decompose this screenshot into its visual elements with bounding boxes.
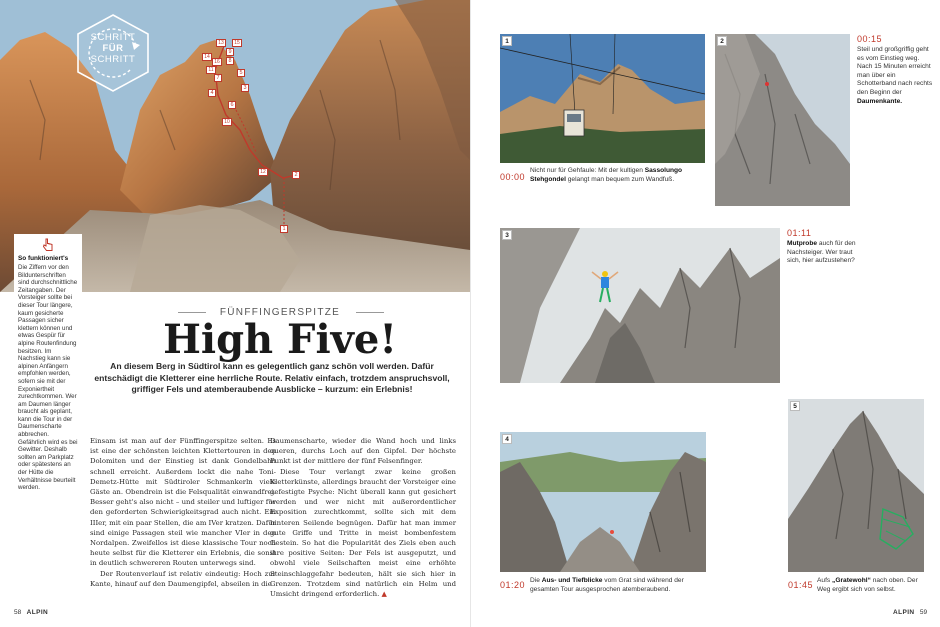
route-marker-15	[232, 39, 242, 47]
route-marker-2	[292, 171, 300, 179]
route-marker-label: 8	[228, 58, 232, 64]
route-marker-label: 11	[208, 67, 214, 73]
kicker-rule-right	[356, 312, 384, 313]
magazine-name: ALPIN	[893, 609, 915, 616]
pointing-hand-icon	[41, 238, 55, 252]
article-title: High Five!	[163, 316, 397, 363]
time-stamp: 01:45	[788, 580, 814, 590]
caption-bold: Mutprobe	[787, 240, 818, 247]
time-stamp: 01:20	[500, 580, 526, 590]
info-heading: So funktioniert's	[18, 255, 69, 262]
route-marker-label: 7	[216, 75, 220, 81]
route-marker-label: 13	[218, 40, 224, 46]
route-marker-11	[206, 66, 216, 74]
route-marker-12	[258, 168, 268, 176]
route-marker-label: 12	[260, 169, 266, 175]
route-marker-14	[202, 53, 212, 61]
paragraph-text: Diese Tour verlangt zwar keine großen Kletterkünste, allerdings braucht der Vorsteiger eine gefestigte Psyche: Nicht überall kann gut gesichert werden und wer nicht mit außerordentlicher Exposition zurechtkommt, sollte sich mit dem hinteren Seilende begnügen. Dafür hat man immer gute Griffe und Tritte in meist bombenfestem Gestein. So hat die Popularität des Ziels eben auch ihre positive Seiten: Der Fels ist ausgeputzt, und obwohl viele Seilschaften meist eine erhöhte Steinschlaggefahr bedeuten, hält sie sich hier in Grenzen. Trotzdem sind natürlich ein Helm und Umsicht dringend erforderlich.	[270, 467, 456, 599]
caption-bold: Aus- und Tiefblicke	[541, 577, 603, 584]
text-column-2	[270, 436, 456, 599]
badge-line-1: SCHRITT	[90, 32, 136, 43]
route-marker-label: 16	[214, 59, 220, 65]
photo-number: 1	[502, 36, 512, 46]
photo-3-mutprobe	[500, 228, 780, 383]
right-page	[470, 0, 940, 627]
caption-text: Nicht nur für Gehfaule: Mit der kultigen	[530, 167, 645, 174]
article-kicker: FÜNFFINGERSPITZE	[219, 307, 341, 318]
rock-wall-photo	[715, 34, 850, 206]
page-footer-right	[893, 609, 927, 616]
paragraph: Daumenscharte, wieder die Wand hoch und links queren, durchs Loch auf den Gipfel. Der höchste Punkt ist der mittlere der fünf Felsenfinger.	[270, 437, 456, 466]
caption-text-end: vom Grat sind während der gesamten Tour ausgesprochen atemberaubend.	[530, 577, 684, 593]
article-lead: An diesem Berg in Südtirol kann es gelegentlich ganz schön voll werden. Dafür entschädigt die Kletterer eine herrliche Route. Relativ einfach, trotzdem anspruchsvoll, griffiger Fels und atemberaubende Ausblicke – kurzum: ein Erlebnis!	[94, 361, 450, 395]
route-marker-label: 1	[282, 226, 286, 232]
caption-bold: Sassolungo Stehgondel	[530, 167, 683, 183]
route-marker-3	[241, 84, 249, 92]
text-column-1	[90, 436, 276, 589]
badge-line-3: SCHRITT	[90, 54, 136, 65]
photo-4-tiefblick	[500, 432, 706, 572]
route-marker-6	[228, 101, 236, 109]
caption-text-end: nach oben. Der Weg ergibt sich von selbst.	[817, 577, 918, 593]
route-marker-label: 14	[204, 54, 210, 60]
end-mark-icon: ▲	[381, 590, 387, 599]
route-marker-8	[226, 57, 234, 65]
caption-text: Die	[530, 577, 542, 584]
photo-1-gondola	[500, 34, 705, 163]
route-marker-label: 10	[224, 119, 230, 125]
route-marker-label: 5	[239, 70, 243, 76]
route-marker-4	[208, 89, 216, 97]
photo-number: 3	[502, 230, 512, 240]
route-marker-16	[212, 58, 222, 66]
badge-text	[72, 32, 154, 65]
route-marker-13	[216, 39, 226, 47]
valley-view-photo	[500, 432, 706, 572]
route-marker-label: 6	[230, 102, 234, 108]
photo-caption	[817, 577, 925, 594]
route-marker-9	[226, 48, 234, 56]
caption-bold: „Gratewohl“	[832, 577, 871, 584]
photo-number: 5	[790, 401, 800, 411]
summit-ridge-photo	[788, 399, 924, 572]
route-marker-10	[222, 118, 232, 126]
paragraph: Einsam ist man auf der Fünffingerspitze selten. Es ist eine der schönsten leichten Klettertouren in den Dolomiten und der Einstieg ist dank Gondelbahn schnell erreicht. Außerdem lockt die nahe Toni-Demetz-Hütte mit Südtiroler Schmankerln viele Gäste an. Obendrein ist die Felsqualität einwandfrei. Besser geht's also nicht – und steiler und luftiger für den geforderten Schwierigkeitsgrad auch nicht. Ein IIIer, mit ein paar Stellen, die am IVer kratzen. Dafür sind einige Passagen steil wie mancher VIer in den Nordalpen. Zweifellos ist diese klassische Tour noch heute selbst für die Kletterer ein Erlebnis, die sonst in deutlich schwereren Routen unterwegs sind.	[90, 437, 276, 568]
badge-line-2: FÜR	[102, 43, 124, 54]
time-stamp: 00:00	[500, 172, 526, 182]
caption-text: Steil und großgriffig geht es vom Einstieg weg. Nach 15 Minuten erreicht man über ein Schotterband nach rechts den Beginn der	[857, 46, 933, 96]
route-marker-label: 9	[228, 49, 232, 55]
time-stamp: 01:11	[787, 228, 812, 238]
paragraph	[270, 467, 456, 600]
magazine-name: ALPIN	[26, 609, 49, 616]
caption-text: Aufs	[817, 577, 833, 584]
photo-2-daumenkante	[715, 34, 850, 206]
info-text: Die Ziffern vor den Bildunterschriften sind durchschnittliche Zeitangaben. Der Vorsteiger sollte bei dieser Tour längere, kaum gesicherte Passagen sicher klettern können und etwas Gespür für alpine Routenfindung besitzen. Im Nachstieg kann sie alpinen Anfängern empfohlen werden, sofern sie mit der Exponiertheit zurechtkommen. Wer am Daumen länger braucht als geplant, kann die Tour in der Daumenscharte abbrechen. Gefährlich wird es bei Gewitter. Deshalb sollten am Parkplatz oder spätestens an der Hütte die Verhältnisse beurteilt werden.	[18, 264, 78, 492]
step-by-step-badge	[72, 12, 154, 94]
route-marker-label: 3	[243, 85, 247, 91]
photo-number: 2	[717, 36, 727, 46]
photo-number: 4	[502, 434, 512, 444]
page-footer-left	[14, 609, 48, 616]
route-marker-label: 4	[210, 90, 214, 96]
gondola-photo	[500, 34, 705, 163]
photo-5-gratewohl	[788, 399, 924, 572]
photo-caption	[530, 167, 706, 184]
photo-caption	[857, 46, 933, 106]
climber-ridge-photo	[500, 228, 780, 383]
caption-text-end: gelangt man bequem zum Wandfuß.	[565, 175, 675, 183]
route-marker-label: 15	[234, 40, 240, 46]
photo-caption	[530, 577, 706, 594]
info-box	[14, 234, 82, 498]
route-marker-label: 2	[294, 172, 298, 178]
route-marker-1	[280, 225, 288, 233]
photo-caption	[787, 240, 863, 266]
page-number: 59	[919, 609, 928, 616]
route-marker-7	[214, 74, 222, 82]
route-marker-5	[237, 69, 245, 77]
caption-text-end: auch für den Nachsteiger. Wer traut sich, hier aufzustehen?	[787, 240, 856, 265]
time-stamp: 00:15	[857, 34, 883, 44]
caption-bold: Daumenkante.	[857, 97, 903, 105]
paragraph: Der Routenverlauf ist relativ eindeutig: Hoch zur Kante, hinauf auf den Daumengipfel, abseilen in die	[90, 569, 276, 588]
page-number: 58	[14, 609, 22, 616]
